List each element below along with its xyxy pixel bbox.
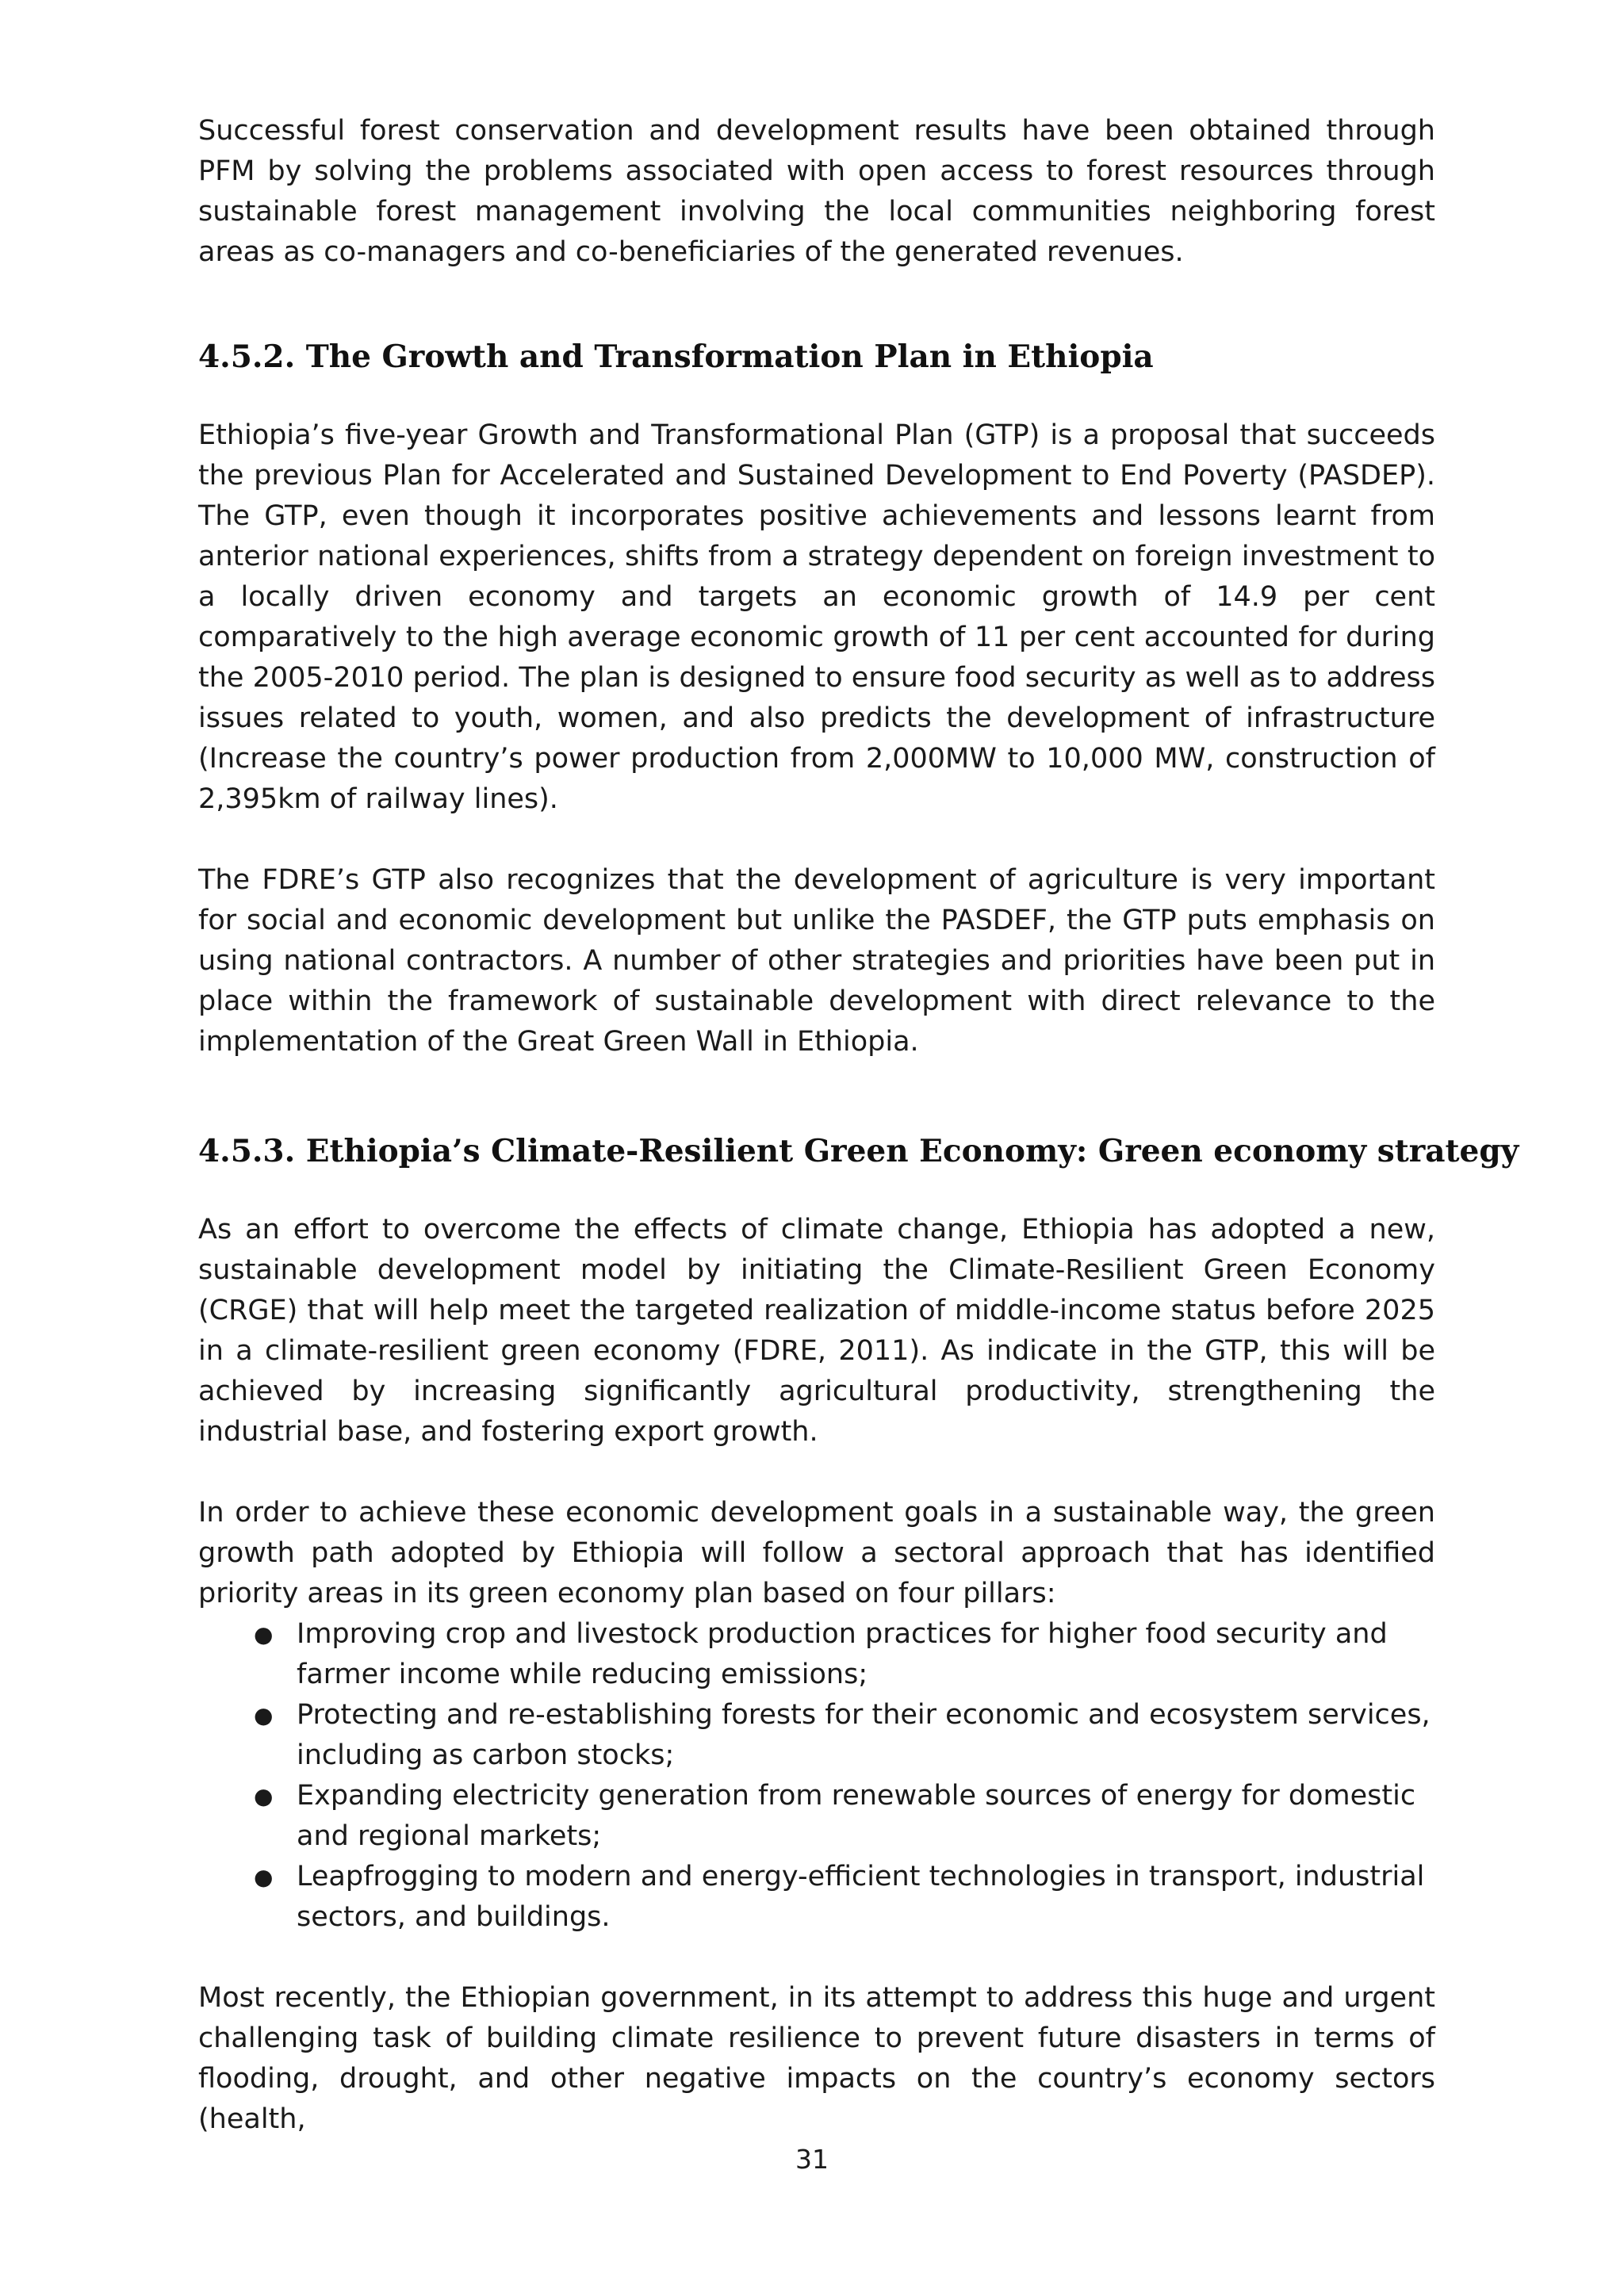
paragraph-pfm-results: Successful forest conservation and development results have been obtained through PFM by solving the problems associated with open access to forest resources through sustainable forest management involving the local communities neighboring forest areas as co-managers and co-beneficiaries of the generated revenues. (198, 115, 1435, 268)
heading-green-economy-strategy: 4.5.3. Ethiopia’s Climate-Resilient Green Economy: Green economy strategy (198, 1133, 1519, 1169)
paragraph-four-pillars-intro: In order to achieve these economic development goals in a sustainable way, the green growth path adopted by Ethiopia will follow a sectoral approach that has identified priority areas in its green economy plan based on four pillars: (198, 1497, 1435, 1609)
pillar-list-item (198, 1857, 1435, 1938)
pillar-list-item (198, 1614, 1435, 1695)
pillar-list-item (198, 1695, 1435, 1776)
bullet-icon: ● (254, 1783, 274, 1809)
heading-growth-transformation-plan: 4.5.2. The Growth and Transformation Plan in Ethiopia (198, 339, 1154, 375)
document-page (198, 111, 1519, 2140)
bullet-icon: ● (254, 1864, 274, 1890)
paragraph-climate-resilience: Most recently, the Ethiopian government, in its attempt to address this huge and urgent challenging task of building climate resilience to prevent future disasters in terms of flooding, drought, and other negative impacts on the country’s economy sectors (health, (198, 1982, 1435, 2135)
pillar-text: Expanding electricity generation from renewable sources of energy for domestic and regional markets; (297, 1780, 1416, 1852)
pillar-text: Leapfrogging to modern and energy-efficient technologies in transport, industrial sectors, and buildings. (297, 1861, 1425, 1933)
pillar-list-item (198, 1776, 1435, 1857)
paragraph-crge-overview: As an effort to overcome the effects of climate change, Ethiopia has adopted a new, sustainable development model by initiating the Climate-Resilient Green Economy (CRGE) that will help meet the targeted realization of middle-income status before 2025 in a climate-resilient green economy (FDRE, 2011). As indicate in the GTP, this will be achieved by increasing significantly agricultural productivity, strengthening the industrial base, and fostering export growth. (198, 1214, 1435, 1448)
paragraph-gtp-overview: Ethiopia’s five-year Growth and Transformational Plan (GTP) is a proposal that succeeds the previous Plan for Accelerated and Sustained Development to End Poverty (PASDEP). The GTP, even though it incorporates positive achievements and lessons learnt from anterior national experiences, shifts from a strategy dependent on foreign investment to a locally driven economy and targets an economic growth of 14.9 per cent comparatively to the high average economic growth of 11 per cent accounted for during the 2005-2010 period. The plan is designed to ensure food security as well as to address issues related to youth, women, and also predicts the development of infrastructure (Increase the country’s power production from 2,000MW to 10,000 MW, construction of 2,395km of railway lines). (198, 419, 1435, 815)
bullet-icon: ● (254, 1621, 274, 1647)
pillar-text: Protecting and re-establishing forests for their economic and ecosystem services, including as carbon stocks; (297, 1699, 1431, 1771)
pillar-text: Improving crop and livestock production practices for higher food security and farmer income while reducing emissions; (297, 1618, 1388, 1690)
paragraph-gtp-agriculture: The FDRE’s GTP also recognizes that the development of agriculture is very important for social and economic development but unlike the PASDEF, the GTP puts emphasis on using national contractors. A number of other strategies and priorities have been put in place within the framework of sustainable development with direct relevance to the implementation of the Great Green Wall in Ethiopia. (198, 864, 1435, 1058)
pillars-list (198, 1614, 1435, 1938)
page-number: 31 (795, 2144, 829, 2175)
bullet-icon: ● (254, 1702, 274, 1728)
